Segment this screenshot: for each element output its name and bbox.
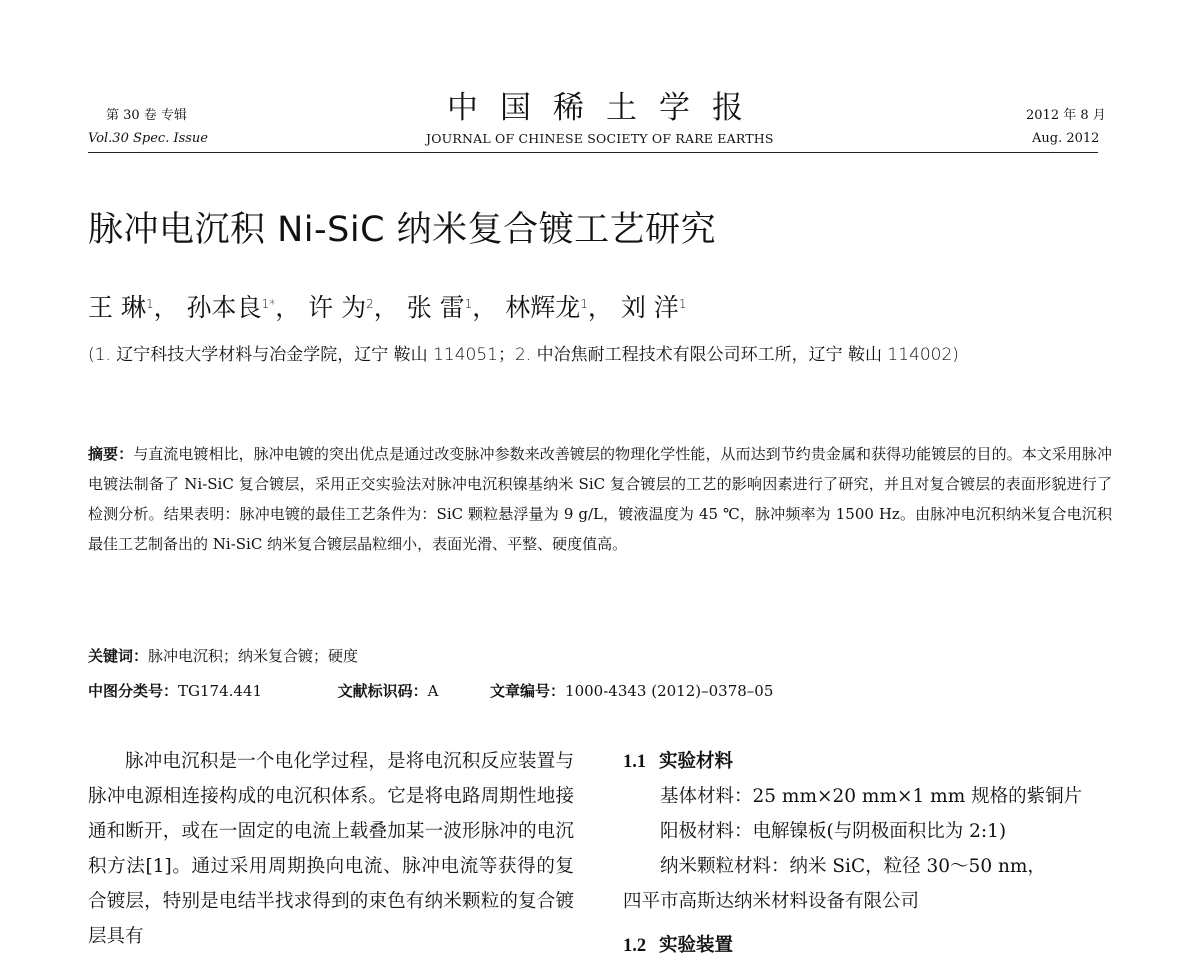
section-1-1-heading: 1.1 实验材料 bbox=[623, 751, 734, 772]
keywords-label: 关键词： bbox=[88, 647, 149, 665]
issue-date-cn: 2012 年 8 月 bbox=[1026, 108, 1106, 123]
anode-material: 阳极材料：电解镍板(与阴极面积比为 2:1) bbox=[660, 821, 1007, 842]
author: 孙本良$^{1*}$ bbox=[186, 293, 276, 322]
article-no-value: 1000-4343 (2012)–0378–05 bbox=[565, 682, 774, 700]
abstract-label: 摘要： bbox=[88, 445, 134, 463]
clc-value: TG174.441 bbox=[178, 682, 263, 700]
abstract bbox=[88, 439, 1112, 559]
volume-cn: 第 30 卷 专辑 bbox=[106, 108, 187, 123]
nano-particle-supplier: 四平市高斯达纳米材料设备有限公司 bbox=[623, 891, 920, 912]
article-no-label: 文章编号： bbox=[490, 682, 566, 700]
author: 许 为$^2$ bbox=[308, 293, 374, 322]
doc-code-value: A bbox=[427, 682, 439, 700]
keywords bbox=[88, 641, 1112, 671]
keywords-text: 脉冲电沉积；纳米复合镀；硬度 bbox=[148, 647, 359, 665]
volume-en: Vol.30 Spec. Issue bbox=[88, 131, 208, 146]
author: 刘 洋$^1$ bbox=[620, 293, 687, 322]
classification-line bbox=[88, 676, 1112, 706]
author: 张 雷$^1$ bbox=[406, 293, 473, 322]
journal-title-en: JOURNAL OF CHINESE SOCIETY OF RARE EARTHS bbox=[426, 131, 774, 146]
journal-title-cn: 中国稀土学报 bbox=[447, 90, 765, 126]
author-list: 王 琳$^1$， 孙本良$^{1*}$， 许 为$^2$， 张 雷$^1$， 林辉龙$^1$， 刘 洋$^1$ bbox=[88, 293, 687, 322]
paper-title: 脉冲电沉积 Ni-SiC 纳米复合镀工艺研究 bbox=[88, 210, 717, 250]
clc-label: 中图分类号： bbox=[88, 682, 179, 700]
substrate-material: 基体材料：25 mm×20 mm×1 mm 规格的紫铜片 bbox=[660, 786, 1083, 807]
header-rule bbox=[88, 152, 1098, 153]
doc-code-label: 文献标识码： bbox=[337, 682, 428, 700]
issue-date-en: Aug. 2012 bbox=[1032, 131, 1100, 146]
nano-particle-material: 纳米颗粒材料：纳米 SiC，粒径 30～50 nm， bbox=[660, 856, 1046, 877]
section-1-2-heading: 1.2 实验装置 bbox=[623, 935, 734, 956]
author: 林辉龙$^1$ bbox=[505, 293, 588, 322]
author: 王 琳$^1$ bbox=[88, 293, 154, 322]
intro-paragraph: 脉冲电沉积是一个电化学过程，是将电沉积反应装置与脉冲电源相连接构成的电沉积体系。它是将电路周期性地接通和断开，或在一固定的电流上载叠加某一波形脉冲的电沉积方法[1]。通过采用周期换向电流、脉冲电流等获得的复合镀层，特别是电结半找求得到的束色有纳米颗粒的复合镀层具有 bbox=[88, 751, 574, 947]
affiliation: (1. 辽宁科技大学材料与冶金学院，辽宁 鞍山 114051；2. 中冶焦耐工程技术有限公司环工所，辽宁 鞍山 114002) bbox=[88, 345, 959, 365]
abstract-text: 与直流电镀相比，脉冲电镀的突出优点是通过改变脉冲参数来改善镀层的物理化学性能，从而达到节约贵金属和获得功能镀层的目的。本文采用脉冲电镀法制备了 Ni-SiC 复合镀层，采用正交实验法对脉冲电沉积镍基纳米 SiC 复合镀层的工艺的影响因素进行了研究，并且对复合镀层的表面形貌进行了检测分析。结果表明：脉冲电镀的最佳工艺条件为：SiC 颗粒悬浮量为 9 g/L，镀液温度为 45 ℃，脉冲频率为 1500 Hz。由脉冲电沉积纳米复合电沉积最佳工艺制备出的 Ni-SiC 纳米复合镀层晶粒细小，表面光滑、平整、硬度值高。 bbox=[88, 445, 1112, 553]
